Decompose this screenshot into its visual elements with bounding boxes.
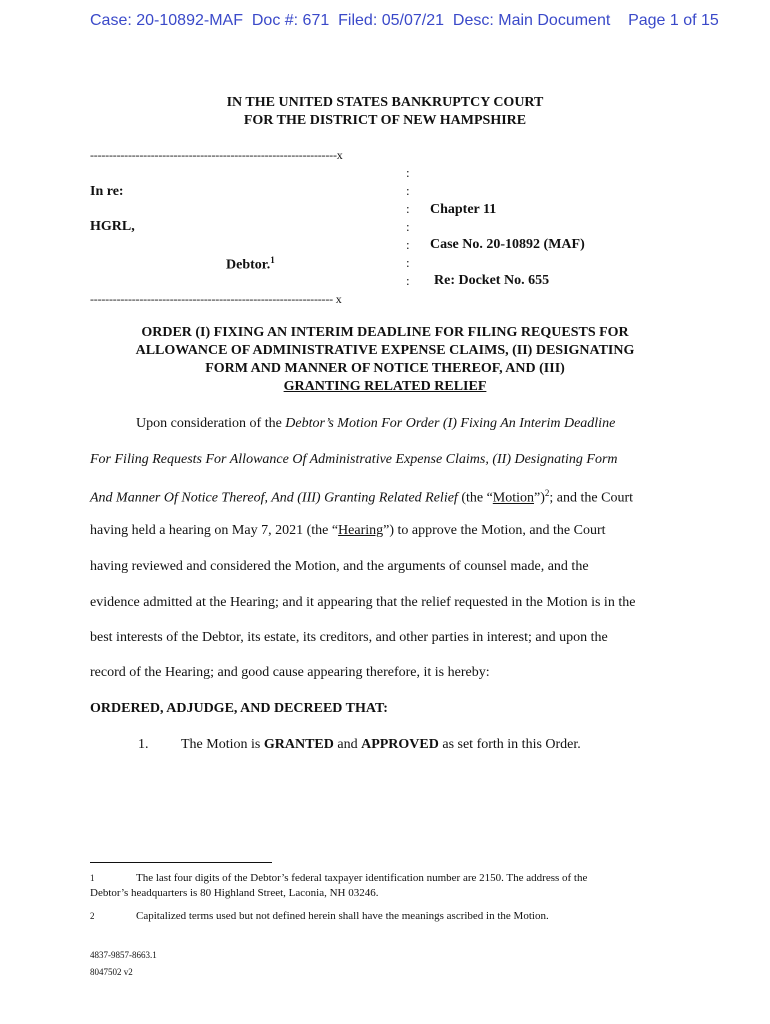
footnote-ref-2: 2 (544, 488, 550, 498)
order-title-line2: ALLOWANCE OF ADMINISTRATIVE EXPENSE CLAIMS, (II) DESIGNATING (135, 343, 635, 358)
footnote-2 (90, 909, 670, 924)
caption-debtor-label (226, 255, 275, 274)
body-text: The Motion is (181, 737, 264, 752)
body-line-7: best interests of the Debtor, its estate, its creditors, and other parties in interest; and upon the (90, 630, 608, 645)
caption-colon: : (406, 273, 410, 288)
caption-case-number: Case No. 20-10892 (MAF) (430, 237, 585, 252)
body-line-1 (136, 416, 615, 432)
court-title-line1: IN THE UNITED STATES BANKRUPTCY COURT (226, 95, 544, 110)
order-title-line4: GRANTING RELATED RELIEF (283, 379, 487, 394)
body-text: ; and the Court (549, 490, 634, 506)
caption-colon: : (406, 201, 410, 216)
doc-id-2: 8047502 v2 (90, 967, 133, 977)
motion-title-text: And Manner Of Notice Thereof, And (III) Granting Related Relief (90, 490, 458, 506)
stamp-doc: Doc #: 671 (251, 12, 330, 29)
body-text: having held a hearing on May 7, 2021 (the “ (90, 523, 339, 538)
caption-in-re: In re: (90, 184, 124, 199)
caption-colon: : (406, 237, 410, 252)
caption-top-rule: -----------------------------------------------------------------x (90, 148, 343, 162)
defined-term-hearing: Hearing (338, 523, 384, 538)
body-text: ”) to approve the Motion, and the Court (383, 523, 606, 538)
body-line-2: For Filing Requests For Allowance Of Administrative Expense Claims, (II) Designating Form (90, 452, 618, 467)
approved-text: APPROVED (361, 737, 439, 752)
footnote-1-text: The last four digits of the Debtor’s federal taxpayer identification number are 2150. The address of the (136, 872, 588, 884)
debtor-label-text: Debtor. (226, 257, 271, 273)
stamp-desc: Desc: Main Document (452, 12, 611, 29)
debtor-footnote-ref: 1 (270, 255, 275, 265)
caption-colon: : (406, 183, 410, 198)
body-line-4 (90, 523, 606, 539)
footnote-2-text: Capitalized terms used but not defined herein shall have the meanings ascribed in the Motion. (136, 910, 549, 922)
court-title (0, 94, 770, 130)
body-text: as set forth in this Order. (438, 737, 581, 752)
caption-docket: Re: Docket No. 655 (434, 273, 550, 288)
order-title-line1: ORDER (I) FIXING AN INTERIM DEADLINE FOR FILING REQUESTS FOR (141, 325, 629, 340)
order-title (0, 324, 770, 396)
ordered-heading: ORDERED, ADJUDGE, AND DECREED THAT: (90, 701, 388, 716)
ecf-header-stamp (90, 12, 719, 30)
caption-colon: : (406, 165, 410, 180)
stamp-page: Page 1 of 15 (628, 12, 719, 29)
doc-id-1: 4837-9857-8663.1 (90, 950, 157, 960)
paragraph-1-text (181, 737, 581, 753)
stamp-case: Case: 20-10892-MAF (90, 12, 243, 29)
body-line-5: having reviewed and considered the Motion, and the arguments of counsel made, and the (90, 559, 589, 574)
caption-debtor-name: HGRL, (90, 219, 135, 234)
footnote-1-line2: Debtor’s headquarters is 80 Highland Street, Laconia, NH 03246. (90, 887, 379, 899)
body-line-6: evidence admitted at the Hearing; and it appearing that the relief requested in the Motion is in the (90, 595, 636, 610)
caption-colon: : (406, 219, 410, 234)
defined-term-motion: Motion (492, 490, 535, 506)
body-text: (the “ (457, 490, 493, 506)
court-title-line2: FOR THE DISTRICT OF NEW HAMPSHIRE (243, 113, 527, 128)
body-line-8: record of the Hearing; and good cause appearing therefore, it is hereby: (90, 665, 490, 680)
order-title-line3: FORM AND MANNER OF NOTICE THEREOF, AND (III) (205, 361, 565, 376)
footnote-1-number: 1 (90, 873, 95, 883)
body-line-3 (90, 488, 633, 507)
body-text: Upon consideration of the (136, 416, 286, 431)
paragraph-1-number: 1. (138, 737, 149, 752)
stamp-filed: Filed: 05/07/21 (338, 12, 444, 29)
granted-text: GRANTED (263, 737, 334, 752)
caption-bottom-rule: ---------------------------------------------------------------- x (90, 292, 342, 306)
caption-chapter: Chapter 11 (430, 202, 497, 217)
caption-colon-column (406, 164, 410, 290)
footnote-1-line1 (90, 871, 670, 886)
caption-colon: : (406, 255, 410, 270)
motion-title-text: Debtor’s Motion For Order (I) Fixing An Interim Deadline (285, 416, 616, 431)
footnote-1 (90, 871, 670, 901)
body-text: and (333, 737, 362, 752)
footnote-rule (90, 862, 272, 863)
footnote-2-number: 2 (90, 911, 95, 921)
body-text: ”) (534, 490, 545, 506)
